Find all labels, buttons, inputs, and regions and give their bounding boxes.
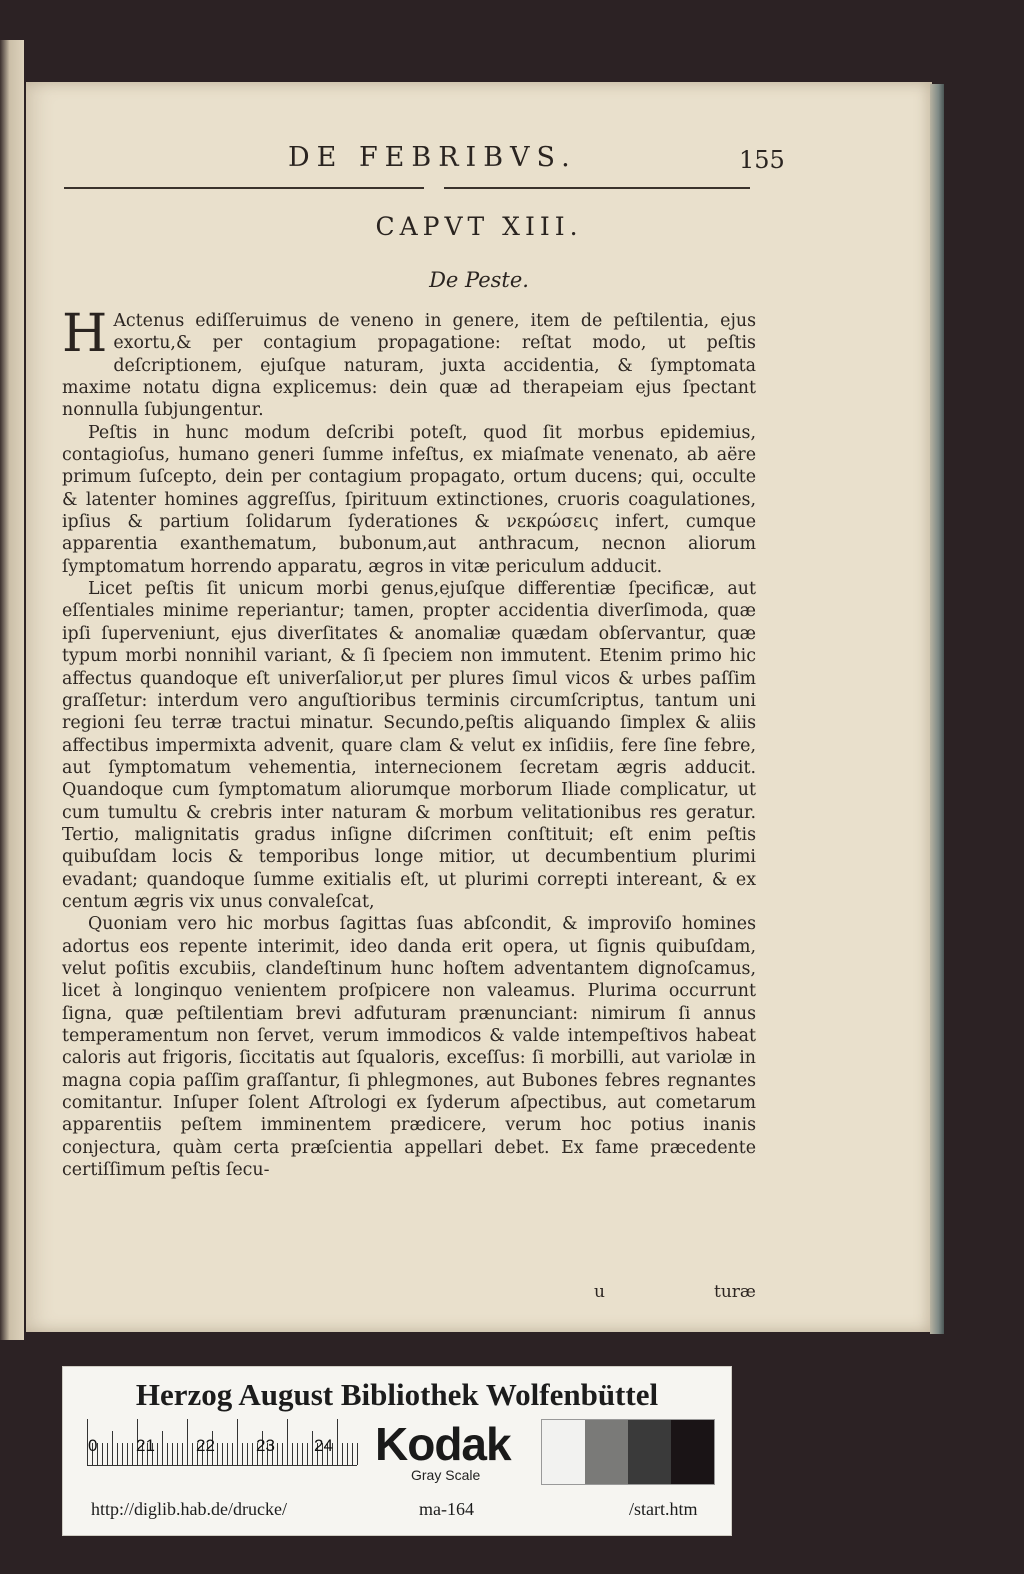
ruler-tick xyxy=(122,1443,123,1465)
ruler-tick xyxy=(157,1443,158,1465)
ruler-label: 22 xyxy=(196,1436,215,1455)
ruler-tick xyxy=(227,1443,228,1465)
signature-mark: u xyxy=(594,1282,605,1302)
ruler-tick xyxy=(242,1443,243,1465)
kodak-logo: Kodak xyxy=(375,1418,511,1470)
ruler-tick xyxy=(102,1443,103,1465)
ruler-tick xyxy=(352,1443,353,1465)
ruler-tick xyxy=(247,1443,248,1465)
chapter-subtitle: De Peste. xyxy=(429,268,529,292)
header-rule-left xyxy=(64,187,424,189)
ruler-tick xyxy=(282,1443,283,1465)
paragraph-1-text: Actenus ediſſeruimus de veneno in genere, item de peſtilentia, ejus exortu,& per contagium propagatione: reſtat modo, ut peſtis deſcriptionem, ejuſque naturam, juxta accidentia, & ſymptomata maxime notatu digna explicemus: dein quæ ad therapeiam ejus ſpectant nonnulla ſubjungentur. xyxy=(62,311,756,421)
ruler-tick xyxy=(162,1431,163,1465)
ruler-tick xyxy=(167,1443,168,1465)
ruler-tick xyxy=(347,1443,348,1465)
ruler-tick xyxy=(302,1443,303,1465)
ruler-tick xyxy=(217,1443,218,1465)
ruler-tick xyxy=(237,1419,238,1465)
ruler-baseline xyxy=(87,1465,357,1466)
ruler-tick xyxy=(312,1431,313,1465)
url-row xyxy=(63,1499,731,1527)
ruler-tick xyxy=(127,1443,128,1465)
page-number: 155 xyxy=(739,146,785,174)
chapter-heading: CAPVT XIII. xyxy=(375,212,583,241)
catchword: turæ xyxy=(714,1282,756,1302)
ruler-tick xyxy=(357,1443,358,1465)
ruler-tick xyxy=(192,1443,193,1465)
catchword-line xyxy=(26,1282,932,1306)
ruler-tick xyxy=(297,1443,298,1465)
gray-swatch xyxy=(628,1420,671,1484)
gray-scale-caption: Gray Scale xyxy=(411,1467,481,1483)
ruler-tick xyxy=(287,1419,288,1465)
drop-capital: H xyxy=(62,304,108,364)
ruler-tick xyxy=(187,1419,188,1465)
ruler-tick xyxy=(337,1419,338,1465)
ruler-tick xyxy=(107,1443,108,1465)
ruler-tick xyxy=(292,1443,293,1465)
ruler-tick xyxy=(307,1443,308,1465)
scan-target-card xyxy=(62,1366,732,1536)
url-suffix: /start.htm xyxy=(629,1499,698,1519)
header-rule-right xyxy=(444,187,750,189)
paragraph-3: Licet peſtis ſit unicum morbi genus,ejuſque differentiæ ſpecificæ, aut eſſentiales minime reperiantur; tamen, propter accidentia diverſimoda, quæ ipſi ſuperveniunt, ejus diverſitates & anomaliæ quædam obſervantur, quæ typum morbi nonnihil variant, & ſi ſpeciem non immutent. Etenim primo hic affectus quandoque eſt univerſalior,ut per plures ſimul vicos & urbes paſſim graſſetur: interdum vero anguſtioribus terminis circumſcriptus, tantum uni regioni ſeu terræ tractui minatur. Secundo,peſtis aliquando ſimplex & aliis affectibus impermixta advenit, quare clam & velut ex inſidiis, fere ſine febre, aut ſymptomatum vehementia, internecionem ſecretam ægris adducit. Quandoque cum ſymptomatum aliorumque morborum Iliade complicatur, ut cum tumultu & crebris inter naturam & morbum velitationibus res geratur. Tertio, malignitatis gradus inſigne diſcrimen conſtituit; eſt enim peſtis quibuſdam locis & temporibus longe mitior, ut decumbentium plurimi evadant; quandoque ſumme exitialis eſt, ut plurimi correpti intereant, & ex centum ægris vix unus convaleſcat, xyxy=(62,579,756,912)
gray-scale-swatches xyxy=(541,1419,715,1485)
gray-swatch xyxy=(585,1420,628,1484)
paragraph-1 xyxy=(62,304,756,422)
ruler-tick xyxy=(177,1443,178,1465)
page-fore-edge xyxy=(930,84,944,1334)
ruler-label: 24 xyxy=(314,1436,333,1455)
ruler-tick xyxy=(117,1443,118,1465)
ruler-tick xyxy=(232,1443,233,1465)
ruler-tick xyxy=(277,1443,278,1465)
ruler-tick xyxy=(252,1443,253,1465)
library-name: Herzog August Bibliothek Wolfenbüttel xyxy=(135,1377,659,1412)
running-title: DE FEBRIBVS. xyxy=(288,142,577,173)
gray-swatch xyxy=(542,1420,585,1484)
url-identifier: ma-164 xyxy=(419,1499,474,1519)
ruler-tick xyxy=(222,1443,223,1465)
book-page xyxy=(26,82,932,1332)
ruler-label: 21 xyxy=(136,1436,155,1455)
running-head xyxy=(26,142,932,182)
adjacent-page-edge xyxy=(0,40,24,1340)
ruler-tick xyxy=(112,1431,113,1465)
ruler-tick xyxy=(182,1443,183,1465)
body-text xyxy=(62,304,756,1181)
ruler-label: 0 xyxy=(88,1436,98,1455)
url-base: http://diglib.hab.de/drucke/ xyxy=(91,1499,287,1519)
ruler-tick xyxy=(172,1443,173,1465)
ruler-tick xyxy=(342,1443,343,1465)
gray-swatch xyxy=(671,1420,714,1484)
ruler-label: 23 xyxy=(256,1436,275,1455)
paragraph-4: Quoniam vero hic morbus ſagittas ſuas abſcondit, & improviſo homines adortus eos repente interimit, ideo danda erit opera, ut ſignis quibuſdam, velut poſitis excubiis, clandeſtinum hunc hoſtem adventantem dignoſcamus, licet à longinquo venientem proſpicere non valeamus. Plurima occurrunt ſigna, quæ peſtilentiam brevi adfuturam prænunciant: nimirum ſi annus temperamentum non ſervet, verum immodicos & valde intempeſtivos habeat caloris aut frigoris, ſiccitatis aut ſqualoris, exceſſus: ſi morbilli, aut variolæ in magna copia paſſim graſſantur, ſi phlegmones, aut Bubones febres regnantes comitantur. Inſuper ſolent Aſtrologi ex ſyderum aſpectibus, aut cometarum apparentiis peſtem imminentem prædicere, verum hoc potius inanis conjectura, quàm certa præſcientia appellari debet. Ex fame præcedente certiſſimum peſtis ſecu- xyxy=(62,914,756,1181)
paragraph-2: Peſtis in hunc modum deſcribi poteſt, quod ſit morbus epidemius, contagioſus, humano generi ſumme infeſtus, ex miaſmate venenato, ab aëre primum ſuſcepto, dein per contagium propagato, ortum ducens; qui, occulte & latenter homines aggreſſus, ſpirituum extinctiones, cruoris coagulationes, ipſius & partium ſolidarum ſyderationes & νεκρώσεις infert, cumque apparentia exanthematum, bubonum,aut anthracum, necnon aliorum ſymptomatum horrendo apparatu, ægros in vitæ periculum adducit. xyxy=(62,422,756,577)
ruler-tick xyxy=(132,1443,133,1465)
